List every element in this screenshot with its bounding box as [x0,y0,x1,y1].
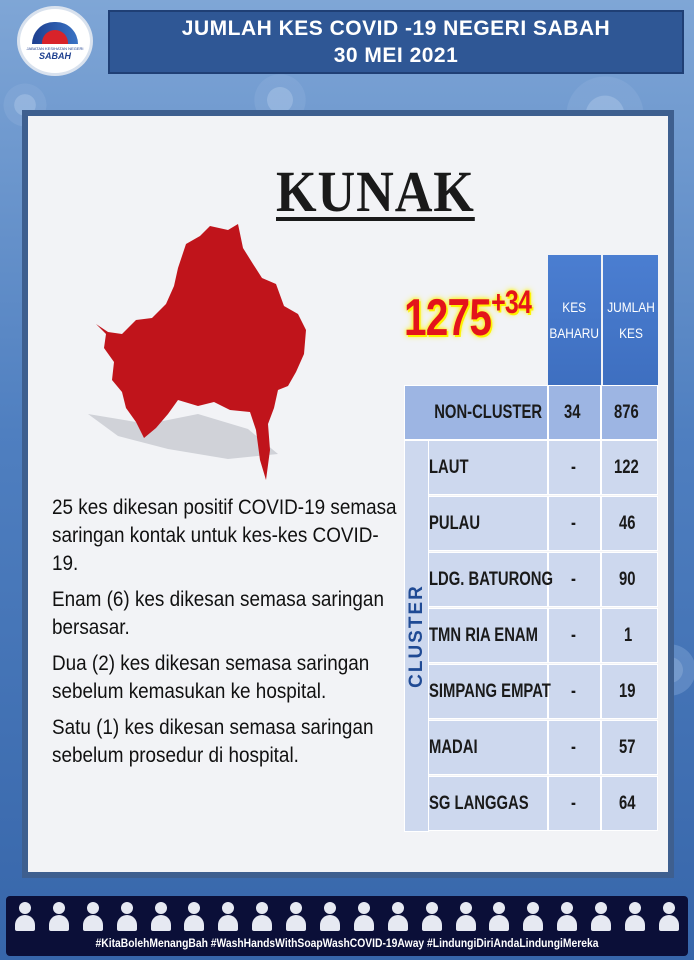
row-new-text: 34 [563,401,581,423]
row-new-text: - [571,512,577,534]
person-icon [82,900,104,932]
person-icon [522,900,544,932]
row-new [548,720,601,775]
row-new [548,608,601,663]
description-paragraph: Dua (2) kes dikesan semasa saringan sebelum kemasukan ke hospital. [52,652,370,703]
header-date: 30 MEI 2021 [333,44,459,67]
table-row-non-cluster [404,385,658,440]
row-total-text: 1 [624,624,633,646]
row-name-text: SIMPANG EMPAT [429,680,551,702]
column-header-new [548,255,601,385]
row-total-text: 57 [618,736,636,758]
table-row [404,440,658,495]
description-paragraph: Satu (1) kes dikesan semasa saringan sebelum prosedur di hospital. [52,716,374,767]
row-new-text: - [571,456,577,478]
district-map [78,224,328,484]
header-title: JUMLAH KES COVID -19 NEGERI SABAH [181,17,611,40]
row-total [601,720,658,775]
row-name [404,385,548,440]
row-total-text: 19 [618,680,636,702]
column-header-total-label: JUMLAH KES [606,299,655,341]
table-row [404,664,658,719]
logo-text: SABAH [38,50,71,61]
table-row [404,496,658,551]
row-total-text: 46 [618,512,636,534]
table-row [404,720,658,775]
table-row [404,552,658,607]
logo [17,6,93,76]
row-name-text: LAUT [429,456,469,478]
row-new-text: - [571,568,577,590]
row-new-text: - [571,624,577,646]
table-row [404,608,658,663]
cluster-label: CLUSTER [405,584,427,688]
row-total-text: 64 [618,792,636,814]
total-increase: +34 [491,284,532,320]
description-paragraph: Enam (6) kes dikesan semasa saringan bersasar. [52,588,384,639]
person-icon [14,900,36,932]
person-icon [217,900,239,932]
row-name-text: MADAI [429,736,478,758]
row-total [601,776,658,831]
row-total [601,664,658,719]
row-name-text: NON-CLUSTER [434,401,542,423]
row-name-text: PULAU [429,512,481,534]
person-icon [285,900,307,932]
row-total [601,496,658,551]
total-cases-value [404,284,531,348]
row-new [548,385,601,440]
row-total-text: 90 [618,568,636,590]
total-value: 1275 [404,289,492,347]
person-icon [590,900,612,932]
map-shadow [88,414,278,459]
row-total [601,552,658,607]
person-icon [48,900,70,932]
person-icon [183,900,205,932]
case-description [52,494,402,778]
person-icon [488,900,510,932]
footer-hashtags: #KitaBolehMenangBah #WashHandsWithSoapWashCOVID-19Away #LindungiDiriAndaLindungiMereka [95,936,599,950]
row-name-text: TMN RIA ENAM [429,624,538,646]
row-total [601,385,658,440]
person-icon [319,900,341,932]
row-new [548,552,601,607]
person-icon [421,900,443,932]
row-new-text: - [571,792,577,814]
row-new [548,496,601,551]
row-new [548,440,601,495]
row-total-text: 876 [613,401,639,423]
row-total-text: 122 [613,456,639,478]
row-new [548,776,601,831]
frontliner-avatars [14,900,680,934]
person-icon [556,900,578,932]
person-icon [387,900,409,932]
row-total [601,440,658,495]
row-new-text: - [571,736,577,758]
logo-emblem [32,22,78,44]
column-header-new-label: KES BAHARU [549,299,600,341]
district-title: KUNAK [276,159,475,224]
row-new-text: - [571,680,577,702]
column-header-total [603,255,658,385]
table-row [404,776,658,831]
person-icon [251,900,273,932]
row-name-text: SG LANGGAS [429,792,529,814]
row-total [601,608,658,663]
row-new [548,664,601,719]
person-icon [353,900,375,932]
row-name-text: LDG. BATURONG [429,568,554,590]
header-title-box [108,10,684,74]
cluster-label-band [404,440,429,832]
description-paragraph: 25 kes dikesan positif COVID-19 semasa saringan kontak untuk kes-kes COVID-19. [52,496,397,575]
person-icon [658,900,680,932]
person-icon [116,900,138,932]
person-icon [150,900,172,932]
person-icon [624,900,646,932]
footer-banner [6,896,688,956]
total-cases [404,284,567,364]
logo-small-text: JABATAN KESIHATAN NEGERI [26,45,84,51]
person-icon [455,900,477,932]
